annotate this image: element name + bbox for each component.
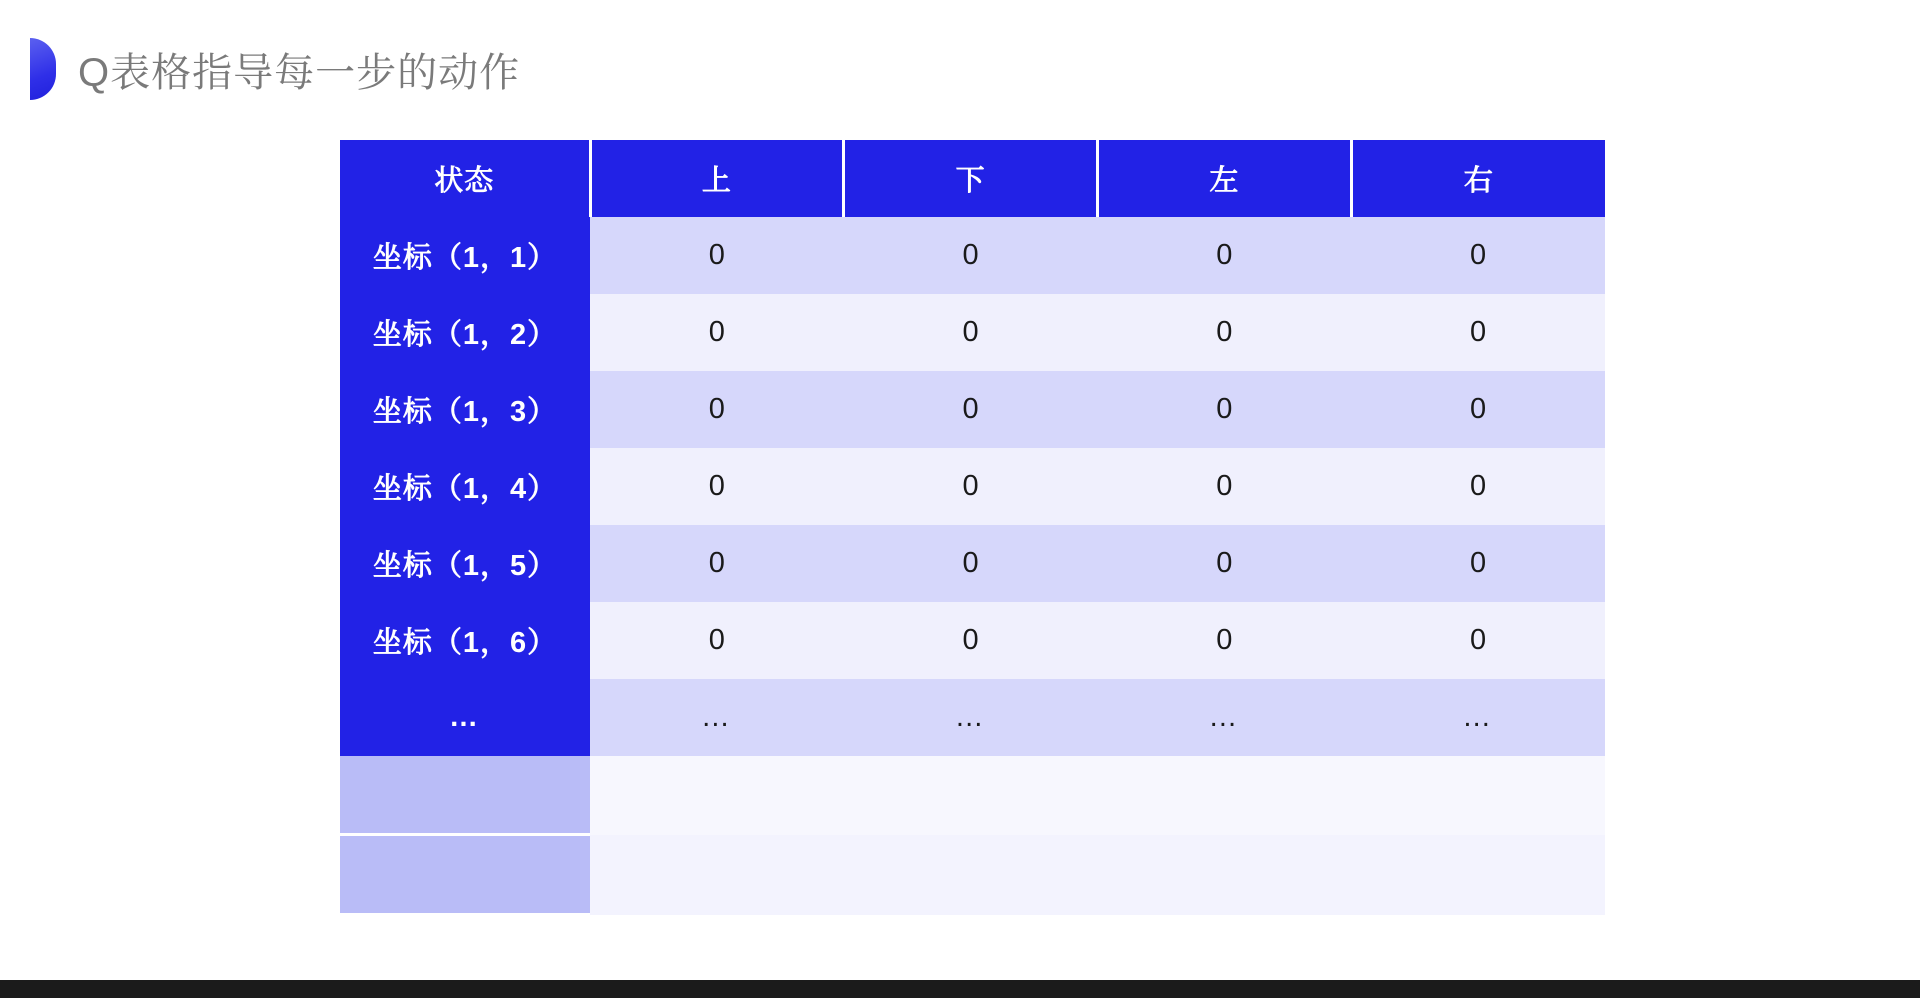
cell-right xyxy=(1351,756,1605,835)
cell-right: 0 xyxy=(1351,525,1605,602)
cell-down: 0 xyxy=(844,217,1098,294)
cell-left: 0 xyxy=(1098,217,1352,294)
slide-title-row xyxy=(30,38,520,100)
table-row xyxy=(340,371,1605,448)
row-state-label: 坐标（1，5） xyxy=(340,525,590,602)
page-title: Q表格指导每一步的动作 xyxy=(78,50,521,95)
cell-down: 0 xyxy=(844,371,1098,448)
cell-up xyxy=(590,756,844,835)
row-state-label xyxy=(340,835,590,915)
leaf-shape-icon xyxy=(30,38,56,100)
q-table xyxy=(340,140,1605,916)
table-header-row xyxy=(340,140,1605,217)
row-state-label: 坐标（1，6） xyxy=(340,602,590,679)
column-header-down: 下 xyxy=(844,140,1098,217)
cell-down: 0 xyxy=(844,525,1098,602)
table-row xyxy=(340,217,1605,294)
cell-down xyxy=(844,835,1098,915)
cell-left: 0 xyxy=(1098,294,1352,371)
row-state-label: … xyxy=(340,679,590,756)
cell-up: 0 xyxy=(590,217,844,294)
cell-left xyxy=(1098,835,1352,915)
cell-right: 0 xyxy=(1351,602,1605,679)
cell-up: … xyxy=(590,679,844,756)
cell-down: 0 xyxy=(844,602,1098,679)
cell-right: … xyxy=(1351,679,1605,756)
cell-up: 0 xyxy=(590,371,844,448)
table-row xyxy=(340,602,1605,679)
cell-left: 0 xyxy=(1098,525,1352,602)
title-accent-marker xyxy=(30,38,56,100)
cell-right: 0 xyxy=(1351,371,1605,448)
column-header-left: 左 xyxy=(1098,140,1352,217)
table-row xyxy=(340,679,1605,756)
q-table-header xyxy=(340,140,1605,217)
slide-bottom-bar xyxy=(0,980,1920,998)
cell-down: 0 xyxy=(844,448,1098,525)
cell-up: 0 xyxy=(590,525,844,602)
table-row xyxy=(340,448,1605,525)
cell-left: 0 xyxy=(1098,448,1352,525)
row-state-label xyxy=(340,756,590,835)
cell-down xyxy=(844,756,1098,835)
cell-up: 0 xyxy=(590,448,844,525)
cell-left: … xyxy=(1098,679,1352,756)
table-row xyxy=(340,756,1605,835)
q-table-container xyxy=(340,140,1605,916)
row-state-label: 坐标（1，1） xyxy=(340,217,590,294)
cell-up: 0 xyxy=(590,294,844,371)
column-header-right: 右 xyxy=(1351,140,1605,217)
cell-down: … xyxy=(844,679,1098,756)
table-row xyxy=(340,294,1605,371)
cell-right: 0 xyxy=(1351,217,1605,294)
row-state-label: 坐标（1，3） xyxy=(340,371,590,448)
table-row xyxy=(340,525,1605,602)
q-table-body xyxy=(340,217,1605,915)
row-state-label: 坐标（1，2） xyxy=(340,294,590,371)
cell-right xyxy=(1351,835,1605,915)
cell-right: 0 xyxy=(1351,448,1605,525)
cell-left xyxy=(1098,756,1352,835)
cell-down: 0 xyxy=(844,294,1098,371)
cell-left: 0 xyxy=(1098,371,1352,448)
table-row xyxy=(340,835,1605,915)
row-state-label: 坐标（1，4） xyxy=(340,448,590,525)
cell-up: 0 xyxy=(590,602,844,679)
column-header-state: 状态 xyxy=(340,140,590,217)
cell-up xyxy=(590,835,844,915)
column-header-up: 上 xyxy=(590,140,844,217)
cell-right: 0 xyxy=(1351,294,1605,371)
cell-left: 0 xyxy=(1098,602,1352,679)
